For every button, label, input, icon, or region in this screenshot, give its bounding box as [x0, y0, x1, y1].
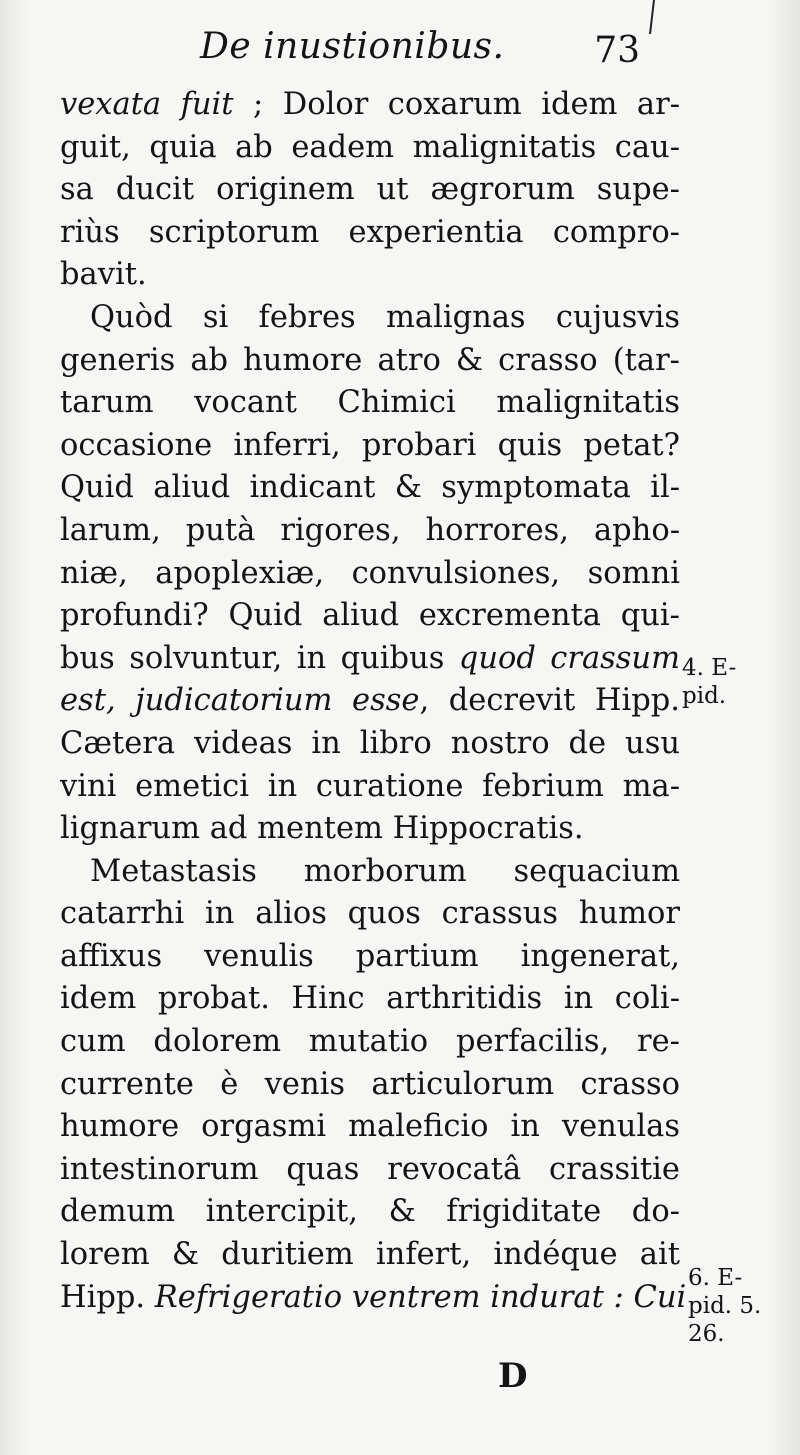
italic-segment: vexata fuit — [60, 87, 234, 122]
running-title: De inustionibus. — [200, 26, 505, 67]
gutter-shadow — [0, 0, 28, 1455]
text-line-23: cum dolorem mutatio perfacilis, re- — [60, 1024, 680, 1060]
signature-mark: D — [498, 1356, 528, 1396]
text-line-27: demum intercipit, & frigiditate do- — [60, 1194, 680, 1230]
margin-note-line: 26. — [688, 1321, 725, 1347]
page-number: 73 — [594, 30, 640, 71]
margin-note-epid-6 — [688, 1264, 761, 1348]
text-line-5: bavit. — [60, 257, 147, 293]
text-line-9: occasione inferri, probari quis petat? — [60, 427, 680, 463]
margin-note-line: 4. E- — [682, 655, 737, 681]
text-line-3: sa ducit originem ut ægrorum supe- — [60, 172, 680, 208]
text-line-16: Cætera videas in libro nostro de usu — [60, 725, 680, 761]
italic-segment: est, judicatorium esse — [60, 683, 420, 719]
text-line-19: Metastasis morborum sequacium — [90, 853, 680, 889]
text-line-11: larum, putà rigores, horrores, apho- — [60, 512, 680, 548]
text-line-12: niæ, apoplexiæ, convulsiones, somni — [60, 555, 680, 591]
running-header — [200, 26, 660, 78]
text-line-29 — [60, 1277, 687, 1320]
text-line-18: lignarum ad mentem Hippocratis. — [60, 811, 584, 847]
text-line-14 — [60, 638, 680, 681]
text-line-10: Quid aliud indicant & symptomata il- — [60, 470, 680, 506]
margin-note-line: pid. 5. — [688, 1293, 762, 1319]
margin-note-epid-4 — [682, 654, 736, 710]
text-line-17: vini emetici in curatione febrium ma- — [60, 768, 680, 804]
italic-segment: quod crassum — [458, 640, 680, 676]
body-text — [60, 84, 687, 1319]
plain-segment: bus solvuntur, in quibus — [60, 640, 459, 676]
text-line-13: profundi? Quid aliud excrementa qui- — [60, 598, 680, 634]
text-line-21: affixus venulis partium ingenerat, — [60, 938, 680, 974]
text-line-4: riùs scriptorum experientia compro- — [60, 214, 680, 250]
plain-segment: ; Dolor coxarum idem ar- — [233, 87, 680, 122]
text-line-15 — [60, 680, 680, 723]
text-line-25: humore orgasmi maleficio in venulas — [60, 1109, 680, 1145]
text-line-8: tarum vocant Chimici malignitatis — [60, 385, 680, 421]
plain-segment: Hipp. — [60, 1279, 155, 1315]
margin-note-line: 6. E- — [688, 1265, 743, 1291]
text-line-24: currente è venis articulorum crasso — [60, 1066, 680, 1102]
page-edge-shadow — [768, 0, 800, 1455]
text-line-7: generis ab humore atro & crasso (tar- — [60, 342, 680, 378]
margin-note-line: pid. — [682, 683, 727, 709]
text-line-2: guit, quia ab eadem malignitatis cau- — [60, 129, 680, 165]
text-line-28: lorem & duritiem infert, indéque ait — [60, 1237, 680, 1273]
text-line-26: intestinorum quas revocatâ crassitie — [60, 1151, 680, 1187]
italic-segment: Refrigeratio ventrem indurat : Cui — [154, 1279, 687, 1315]
text-line-6: Quòd si febres malignas cujusvis — [90, 299, 680, 335]
text-line-22: idem probat. Hinc arthritidis in coli- — [60, 981, 680, 1017]
plain-segment: , decrevit Hipp. — [419, 683, 680, 719]
text-line-20: catarrhi in alios quos crassus humor — [60, 896, 680, 932]
text-line-1 — [60, 84, 680, 127]
